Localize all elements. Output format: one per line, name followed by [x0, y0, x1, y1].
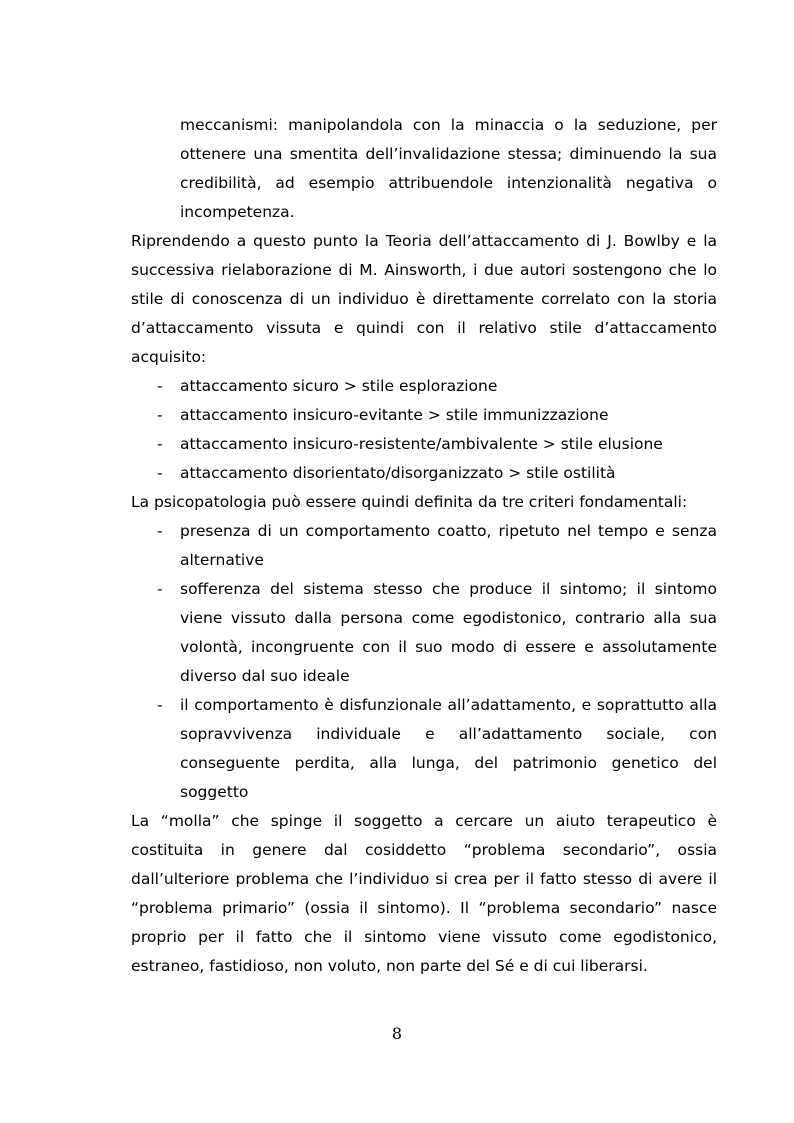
list-item-text: attaccamento disorientato/disorganizzato > stile ostilità — [180, 464, 616, 482]
list-dash: - — [157, 696, 163, 714]
list-item-text: attaccamento insicuro-resistente/ambivalente > stile elusione — [180, 435, 663, 453]
attachment-styles-list — [131, 372, 717, 488]
list-item — [131, 459, 717, 488]
list-item-text: attaccamento sicuro > stile esplorazione — [180, 377, 498, 395]
continuation-paragraph: meccanismi: manipolandola con la minaccia o la seduzione, per ottenere una smentita dell’invalidazione stessa; diminuendo la sua credibilità, ad esempio attribuendole intenzionalità negativa o incompetenza. — [180, 116, 717, 221]
page-number: 8 — [391, 1024, 403, 1043]
list-dash: - — [157, 464, 163, 482]
list-dash: - — [157, 377, 163, 395]
list-dash: - — [157, 522, 163, 540]
list-item-text: presenza di un comportamento coatto, ripetuto nel tempo e senza alternative — [180, 522, 717, 569]
list-item — [131, 401, 717, 430]
list-item — [131, 517, 717, 575]
criteria-list — [131, 517, 717, 807]
list-item — [131, 691, 717, 807]
list-item — [131, 430, 717, 459]
list-dash: - — [157, 435, 163, 453]
list-item — [131, 372, 717, 401]
list-dash: - — [157, 406, 163, 424]
list-item — [131, 575, 717, 691]
list-item-text: attaccamento insicuro-evitante > stile immunizzazione — [180, 406, 609, 424]
list-item-text: sofferenza del sistema stesso che produce il sintomo; il sintomo viene vissuto dalla persona come egodistonico, contrario alla sua volontà, incongruente con il suo modo di essere e assolutamente diverso dal suo ideale — [180, 580, 717, 685]
paragraph-psychopathology: La psicopatologia può essere quindi definita da tre criteri fondamentali: — [131, 493, 688, 511]
list-dash: - — [157, 580, 163, 598]
list-item-text: il comportamento è disfunzionale all’adattamento, e soprattutto alla sopravvivenza individuale e all’adattamento sociale, con conseguente perdita, alla lunga, del patrimonio genetico del soggetto — [180, 696, 717, 801]
document-body — [131, 111, 717, 981]
paragraph-secondary-problem: La “molla” che spinge il soggetto a cercare un aiuto terapeutico è costituita in genere dal cosiddetto “problema secondario”, ossia dall’ulteriore problema che l’individuo si crea per il fatto stesso di avere il “problema primario” (ossia il sintomo). Il “problema secondario” nasce proprio per il fatto che il sintomo viene vissuto come egodistonico, estraneo, fastidioso, non voluto, non parte del Sé e di cui liberarsi. — [131, 812, 717, 975]
paragraph-attachment-theory: Riprendendo a questo punto la Teoria dell’attaccamento di J. Bowlby e la successiva rielaborazione di M. Ainsworth, i due autori sostengono che lo stile di conoscenza di un individuo è direttamente correlato con la storia d’attaccamento vissuta e quindi con il relativo stile d’attaccamento acquisito: — [131, 232, 717, 366]
